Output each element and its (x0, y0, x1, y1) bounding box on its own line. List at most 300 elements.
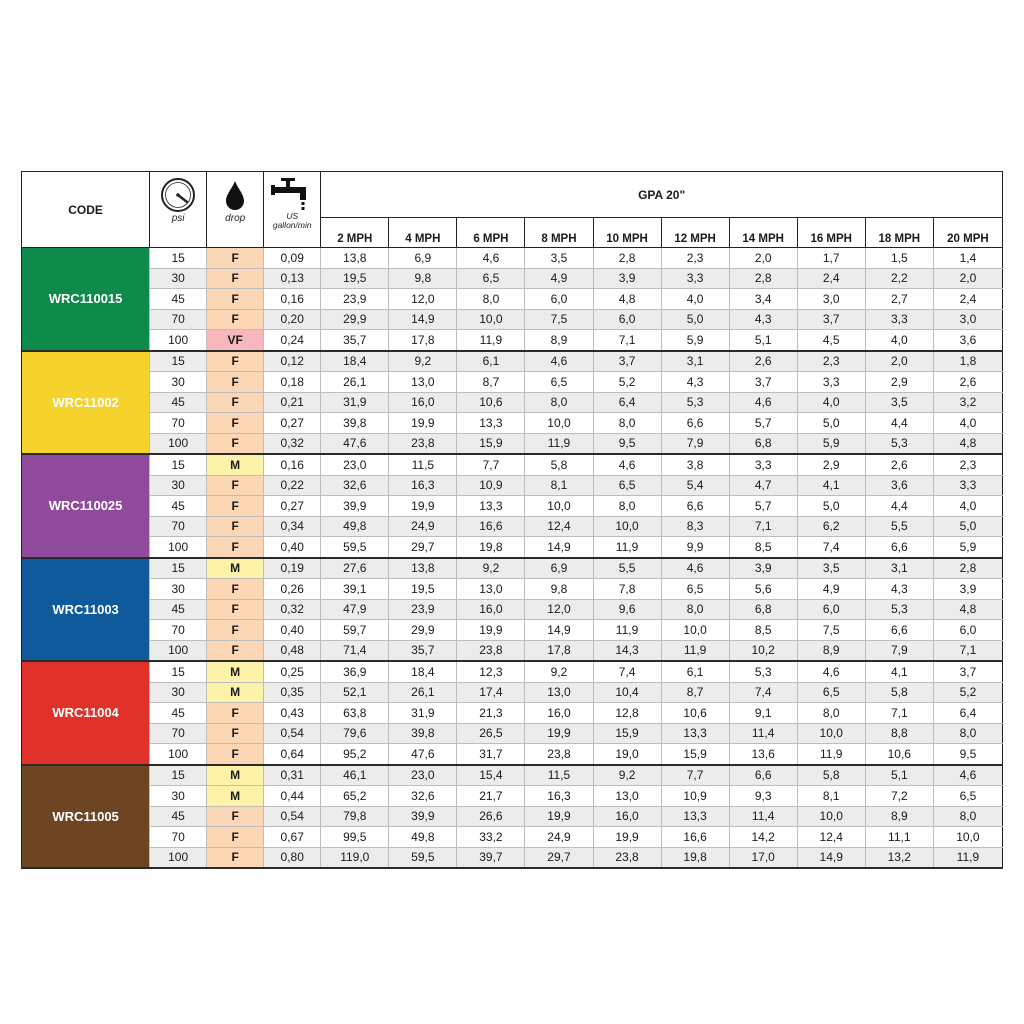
psi-cell: 70 (150, 309, 207, 330)
nozzle-code-cell: WRC11003 (22, 558, 150, 662)
gpa-cell: 6,0 (593, 309, 661, 330)
gpa-cell: 95,2 (321, 744, 389, 765)
psi-cell: 30 (150, 475, 207, 496)
gpa-cell: 6,4 (933, 703, 1002, 724)
table-row (22, 289, 1003, 310)
gpa-cell: 71,4 (321, 640, 389, 661)
gpa-cell: 24,9 (525, 827, 593, 848)
flow-header (264, 172, 321, 248)
gpa-cell: 15,4 (457, 765, 525, 786)
gpa-cell: 11,5 (389, 454, 457, 475)
gpa-cell: 1,4 (933, 248, 1002, 269)
gpa-cell: 19,9 (593, 827, 661, 848)
gpa-cell: 4,0 (661, 289, 729, 310)
table-row (22, 309, 1003, 330)
gpa-cell: 3,9 (933, 579, 1002, 600)
gpa-cell: 13,8 (389, 558, 457, 579)
table-row (22, 372, 1003, 393)
gpa-cell: 6,1 (661, 661, 729, 682)
gpa-cell: 23,9 (389, 599, 457, 620)
gpa-cell: 10,0 (797, 723, 865, 744)
gpa-cell: 15,9 (457, 433, 525, 454)
gpa-cell: 5,2 (593, 372, 661, 393)
table-row (22, 558, 1003, 579)
gpa-cell: 6,5 (525, 372, 593, 393)
gpa-cell: 23,0 (389, 765, 457, 786)
psi-cell: 70 (150, 413, 207, 434)
gpa-cell: 10,9 (661, 786, 729, 807)
gpa-cell: 3,1 (661, 351, 729, 372)
gpa-cell: 4,1 (865, 661, 933, 682)
gpa-cell: 5,0 (661, 309, 729, 330)
speed-header: 6 MPH (457, 218, 525, 248)
gpa-cell: 3,6 (865, 475, 933, 496)
flow-cell: 0,44 (264, 786, 321, 807)
gpa-cell: 59,5 (321, 537, 389, 558)
drop-size-cell: F (207, 516, 264, 537)
gpa-cell: 5,9 (797, 433, 865, 454)
gpa-cell: 49,8 (321, 516, 389, 537)
gpa-cell: 19,5 (389, 579, 457, 600)
gpa-cell: 6,5 (457, 268, 525, 289)
gpa-cell: 5,1 (865, 765, 933, 786)
table-row (22, 640, 1003, 661)
gpa-cell: 6,6 (661, 496, 729, 517)
table-row (22, 827, 1003, 848)
drop-size-cell: M (207, 786, 264, 807)
gpa-cell: 14,9 (797, 847, 865, 868)
gpa-cell: 13,3 (457, 496, 525, 517)
psi-cell: 100 (150, 330, 207, 351)
gpa-cell: 10,6 (661, 703, 729, 724)
gpa-cell: 16,0 (593, 806, 661, 827)
gpa-cell: 18,4 (389, 661, 457, 682)
table-row (22, 579, 1003, 600)
table-row (22, 268, 1003, 289)
gpa-cell: 4,6 (933, 765, 1002, 786)
flow-cell: 0,67 (264, 827, 321, 848)
gpa-cell: 3,3 (865, 309, 933, 330)
gpa-cell: 1,8 (933, 351, 1002, 372)
gpa-cell: 26,1 (321, 372, 389, 393)
gpa-cell: 2,3 (933, 454, 1002, 475)
gpa-cell: 11,4 (729, 723, 797, 744)
gpa-cell: 2,6 (865, 454, 933, 475)
gpa-cell: 19,9 (389, 413, 457, 434)
drop-size-cell: M (207, 765, 264, 786)
gpa-cell: 7,7 (457, 454, 525, 475)
gpa-cell: 1,7 (797, 248, 865, 269)
gpa-cell: 12,0 (525, 599, 593, 620)
gpa-cell: 2,8 (729, 268, 797, 289)
gpa-cell: 3,9 (593, 268, 661, 289)
gpa-cell: 7,1 (933, 640, 1002, 661)
gpa-cell: 12,4 (525, 516, 593, 537)
gpa-cell: 12,3 (457, 661, 525, 682)
gpa-cell: 31,9 (389, 703, 457, 724)
drop-size-cell: F (207, 351, 264, 372)
gpa-cell: 5,8 (797, 765, 865, 786)
flow-cell: 0,54 (264, 723, 321, 744)
gpa-cell: 3,4 (729, 289, 797, 310)
table-row (22, 496, 1003, 517)
table-row (22, 454, 1003, 475)
gpa-cell: 6,9 (389, 248, 457, 269)
drop-size-cell: F (207, 827, 264, 848)
gpa-cell: 8,0 (661, 599, 729, 620)
gpa-cell: 6,1 (457, 351, 525, 372)
nozzle-code-cell: WRC110025 (22, 454, 150, 558)
gpa-cell: 3,3 (661, 268, 729, 289)
speed-header: 4 MPH (389, 218, 457, 248)
gpa-cell: 5,8 (865, 682, 933, 703)
gpa-cell: 10,6 (865, 744, 933, 765)
psi-cell: 30 (150, 786, 207, 807)
gpa-cell: 21,3 (457, 703, 525, 724)
gpa-cell: 5,3 (865, 433, 933, 454)
flow-cell: 0,26 (264, 579, 321, 600)
gpa-cell: 3,9 (729, 558, 797, 579)
gpa-cell: 8,0 (525, 392, 593, 413)
psi-cell: 100 (150, 640, 207, 661)
gpa-cell: 19,9 (457, 620, 525, 641)
drop-size-cell: F (207, 372, 264, 393)
gpa-cell: 6,9 (525, 558, 593, 579)
gpa-cell: 5,3 (661, 392, 729, 413)
gpa-cell: 13,6 (729, 744, 797, 765)
gpa-cell: 3,7 (933, 661, 1002, 682)
gpa-cell: 2,3 (661, 248, 729, 269)
gpa-cell: 8,1 (525, 475, 593, 496)
gpa-cell: 11,9 (593, 537, 661, 558)
table-row (22, 599, 1003, 620)
psi-cell: 100 (150, 537, 207, 558)
gpa-cell: 59,7 (321, 620, 389, 641)
gpa-cell: 4,8 (593, 289, 661, 310)
gpa-cell: 2,3 (797, 351, 865, 372)
nozzle-code-cell: WRC11004 (22, 661, 150, 765)
drop-size-cell: F (207, 392, 264, 413)
gpa-cell: 79,8 (321, 806, 389, 827)
flow-label-unit: gallon/min (272, 220, 312, 230)
gpa-cell: 5,5 (593, 558, 661, 579)
gpa-cell: 2,4 (797, 268, 865, 289)
drop-size-cell: F (207, 309, 264, 330)
gpa-cell: 6,0 (797, 599, 865, 620)
drop-size-cell: M (207, 454, 264, 475)
drop-size-cell: F (207, 496, 264, 517)
table-row (22, 703, 1003, 724)
gpa-cell: 15,9 (661, 744, 729, 765)
gpa-cell: 24,9 (389, 516, 457, 537)
gpa-cell: 13,0 (525, 682, 593, 703)
gpa-cell: 11,4 (729, 806, 797, 827)
psi-cell: 30 (150, 682, 207, 703)
nozzle-code-cell: WRC11005 (22, 765, 150, 869)
gpa-cell: 59,5 (389, 847, 457, 868)
flow-cell: 0,24 (264, 330, 321, 351)
gpa-cell: 7,1 (593, 330, 661, 351)
gpa-cell: 5,0 (797, 496, 865, 517)
gpa-cell: 3,5 (797, 558, 865, 579)
gpa-cell: 8,3 (661, 516, 729, 537)
drop-size-cell: F (207, 723, 264, 744)
gpa-cell: 39,9 (389, 806, 457, 827)
gpa-cell: 4,8 (933, 599, 1002, 620)
table-row (22, 661, 1003, 682)
gpa-cell: 26,1 (389, 682, 457, 703)
gpa-cell: 9,8 (389, 268, 457, 289)
gpa-cell: 8,5 (729, 620, 797, 641)
flow-cell: 0,54 (264, 806, 321, 827)
gpa-cell: 5,0 (933, 516, 1002, 537)
gpa-cell: 4,0 (933, 496, 1002, 517)
gpa-cell: 23,8 (593, 847, 661, 868)
drop-size-cell: F (207, 847, 264, 868)
gpa-cell: 39,8 (321, 413, 389, 434)
drop-size-cell: F (207, 248, 264, 269)
gpa-cell: 7,9 (865, 640, 933, 661)
psi-cell: 30 (150, 579, 207, 600)
gpa-cell: 4,9 (797, 579, 865, 600)
gpa-cell: 6,5 (661, 579, 729, 600)
table-row (22, 620, 1003, 641)
gpa-cell: 2,2 (865, 268, 933, 289)
drop-size-cell: F (207, 413, 264, 434)
gpa-cell: 3,5 (525, 248, 593, 269)
nozzle-spec-table (21, 171, 1003, 869)
gpa-cell: 16,0 (389, 392, 457, 413)
gpa-cell: 2,0 (729, 248, 797, 269)
gpa-cell: 13,3 (457, 413, 525, 434)
gpa-cell: 4,3 (865, 579, 933, 600)
psi-cell: 70 (150, 723, 207, 744)
gpa-cell: 6,6 (865, 537, 933, 558)
gpa-cell: 10,2 (729, 640, 797, 661)
gpa-cell: 18,4 (321, 351, 389, 372)
gpa-cell: 16,0 (457, 599, 525, 620)
drop-size-cell: F (207, 640, 264, 661)
gpa-cell: 2,9 (865, 372, 933, 393)
faucet-icon (270, 176, 314, 212)
drop-size-cell: F (207, 599, 264, 620)
gpa-cell: 3,5 (865, 392, 933, 413)
gpa-cell: 6,0 (525, 289, 593, 310)
gpa-header: GPA 20" (321, 172, 1003, 218)
gpa-cell: 2,9 (797, 454, 865, 475)
table-row (22, 744, 1003, 765)
gpa-cell: 4,1 (797, 475, 865, 496)
gpa-cell: 4,3 (729, 309, 797, 330)
speed-header: 12 MPH (661, 218, 729, 248)
table-row (22, 806, 1003, 827)
gpa-cell: 23,8 (457, 640, 525, 661)
gpa-cell: 1,5 (865, 248, 933, 269)
gpa-cell: 3,7 (797, 309, 865, 330)
gpa-cell: 31,7 (457, 744, 525, 765)
psi-cell: 45 (150, 289, 207, 310)
table-row (22, 248, 1003, 269)
gpa-cell: 4,6 (797, 661, 865, 682)
gpa-cell: 2,7 (865, 289, 933, 310)
gpa-cell: 4,0 (865, 330, 933, 351)
gpa-cell: 13,0 (457, 579, 525, 600)
gpa-cell: 5,0 (797, 413, 865, 434)
gpa-cell: 7,9 (661, 433, 729, 454)
flow-cell: 0,25 (264, 661, 321, 682)
gpa-cell: 9,1 (729, 703, 797, 724)
gpa-cell: 3,6 (933, 330, 1002, 351)
gpa-cell: 6,5 (593, 475, 661, 496)
gpa-cell: 4,0 (933, 413, 1002, 434)
flow-cell: 0,21 (264, 392, 321, 413)
gpa-cell: 11,9 (797, 744, 865, 765)
pressure-gauge-icon (159, 176, 197, 214)
gpa-cell: 8,9 (865, 806, 933, 827)
gpa-cell: 2,0 (933, 268, 1002, 289)
gpa-cell: 19,9 (525, 723, 593, 744)
drop-size-cell: F (207, 475, 264, 496)
gpa-cell: 79,6 (321, 723, 389, 744)
flow-cell: 0,34 (264, 516, 321, 537)
gpa-cell: 7,2 (865, 786, 933, 807)
speed-header: 10 MPH (593, 218, 661, 248)
gpa-cell: 11,1 (865, 827, 933, 848)
gpa-cell: 9,2 (457, 558, 525, 579)
drop-label: drop (225, 213, 246, 224)
gpa-cell: 2,0 (865, 351, 933, 372)
gpa-cell: 16,6 (457, 516, 525, 537)
gpa-cell: 4,0 (797, 392, 865, 413)
gpa-cell: 5,7 (729, 496, 797, 517)
gpa-cell: 6,8 (729, 599, 797, 620)
gpa-cell: 6,6 (865, 620, 933, 641)
gpa-cell: 2,4 (933, 289, 1002, 310)
gpa-cell: 8,0 (933, 723, 1002, 744)
speed-header: 8 MPH (525, 218, 593, 248)
gpa-cell: 7,8 (593, 579, 661, 600)
gpa-cell: 3,1 (865, 558, 933, 579)
gpa-cell: 8,9 (797, 640, 865, 661)
gpa-cell: 17,4 (457, 682, 525, 703)
gpa-cell: 11,9 (593, 620, 661, 641)
gpa-cell: 3,0 (797, 289, 865, 310)
gpa-cell: 5,2 (933, 682, 1002, 703)
gpa-cell: 4,4 (865, 496, 933, 517)
psi-cell: 100 (150, 847, 207, 868)
gpa-cell: 6,6 (729, 765, 797, 786)
gpa-cell: 12,0 (389, 289, 457, 310)
gpa-cell: 5,1 (729, 330, 797, 351)
gpa-cell: 19,9 (525, 806, 593, 827)
gpa-cell: 4,6 (661, 558, 729, 579)
gpa-cell: 52,1 (321, 682, 389, 703)
gpa-cell: 2,6 (729, 351, 797, 372)
flow-cell: 0,09 (264, 248, 321, 269)
gpa-cell: 13,8 (321, 248, 389, 269)
gpa-cell: 26,6 (457, 806, 525, 827)
table-row (22, 786, 1003, 807)
gpa-cell: 3,7 (729, 372, 797, 393)
gpa-cell: 11,9 (525, 433, 593, 454)
gpa-cell: 5,3 (729, 661, 797, 682)
psi-cell: 15 (150, 351, 207, 372)
gpa-cell: 13,0 (593, 786, 661, 807)
gpa-cell: 12,8 (593, 703, 661, 724)
gpa-cell: 13,2 (865, 847, 933, 868)
gpa-cell: 9,9 (661, 537, 729, 558)
speed-header: 14 MPH (729, 218, 797, 248)
gpa-cell: 31,9 (321, 392, 389, 413)
gpa-cell: 6,4 (593, 392, 661, 413)
flow-cell: 0,31 (264, 765, 321, 786)
flow-cell: 0,18 (264, 372, 321, 393)
flow-cell: 0,27 (264, 413, 321, 434)
gpa-cell: 6,5 (797, 682, 865, 703)
psi-cell: 15 (150, 454, 207, 475)
gpa-cell: 4,9 (525, 268, 593, 289)
gpa-cell: 47,6 (389, 744, 457, 765)
gpa-cell: 63,8 (321, 703, 389, 724)
psi-cell: 15 (150, 558, 207, 579)
gpa-cell: 8,0 (933, 806, 1002, 827)
drop-header (207, 172, 264, 248)
gpa-cell: 23,8 (525, 744, 593, 765)
gpa-cell: 4,6 (593, 454, 661, 475)
flow-cell: 0,80 (264, 847, 321, 868)
flow-cell: 0,48 (264, 640, 321, 661)
drop-size-cell: M (207, 558, 264, 579)
flow-label-us: US (286, 211, 299, 221)
gpa-cell: 27,6 (321, 558, 389, 579)
gpa-cell: 32,6 (389, 786, 457, 807)
flow-cell: 0,20 (264, 309, 321, 330)
nozzle-code-cell: WRC110015 (22, 248, 150, 351)
gpa-cell: 17,8 (525, 640, 593, 661)
speed-header: 18 MPH (865, 218, 933, 248)
gpa-cell: 21,7 (457, 786, 525, 807)
gpa-cell: 4,7 (729, 475, 797, 496)
table-row (22, 413, 1003, 434)
gpa-cell: 6,8 (729, 433, 797, 454)
drop-size-cell: F (207, 537, 264, 558)
gpa-cell: 9,2 (389, 351, 457, 372)
gpa-cell: 14,2 (729, 827, 797, 848)
gpa-cell: 8,1 (797, 786, 865, 807)
table-row (22, 723, 1003, 744)
gpa-cell: 7,1 (865, 703, 933, 724)
gpa-cell: 11,9 (457, 330, 525, 351)
drop-size-cell: M (207, 661, 264, 682)
gpa-cell: 47,6 (321, 433, 389, 454)
table-row (22, 392, 1003, 413)
gpa-cell: 10,0 (661, 620, 729, 641)
gpa-cell: 35,7 (389, 640, 457, 661)
gpa-cell: 16,3 (389, 475, 457, 496)
gpa-cell: 35,7 (321, 330, 389, 351)
drop-size-cell: F (207, 289, 264, 310)
gpa-cell: 11,5 (525, 765, 593, 786)
gpa-cell: 49,8 (389, 827, 457, 848)
table-row (22, 847, 1003, 868)
gpa-cell: 9,5 (933, 744, 1002, 765)
gpa-cell: 3,7 (593, 351, 661, 372)
gpa-cell: 7,4 (797, 537, 865, 558)
gpa-cell: 36,9 (321, 661, 389, 682)
psi-cell: 70 (150, 620, 207, 641)
gpa-cell: 8,0 (593, 413, 661, 434)
drop-size-cell: F (207, 268, 264, 289)
